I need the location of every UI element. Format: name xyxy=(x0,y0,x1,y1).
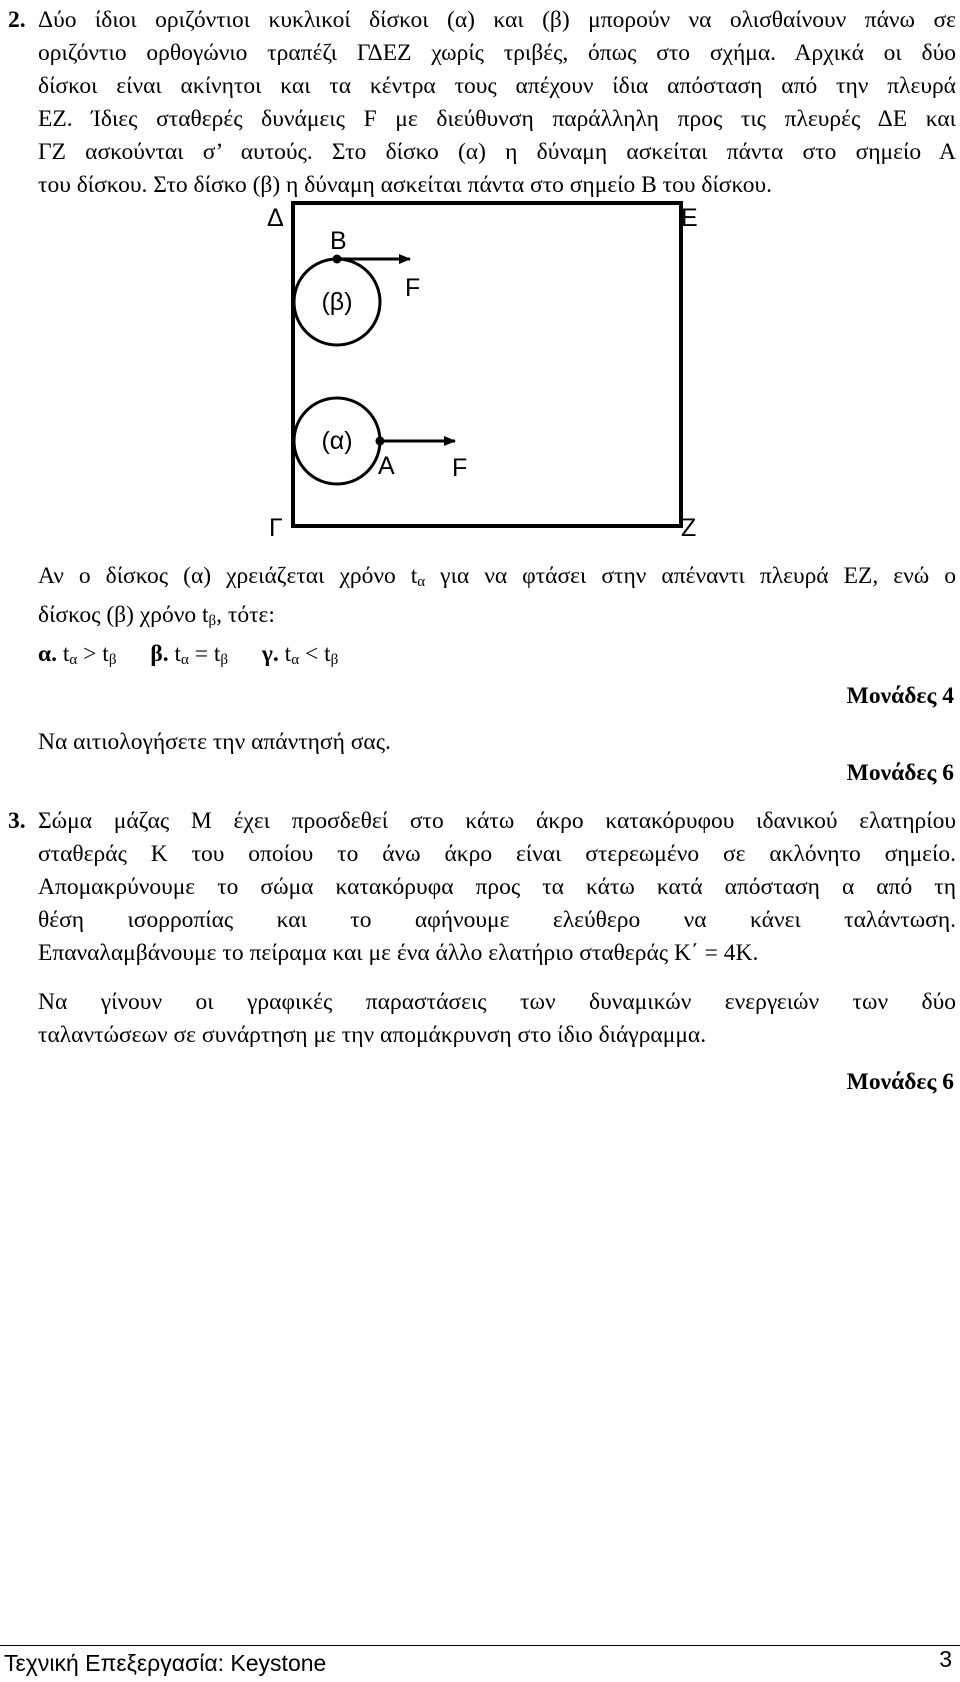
q3-line: Απομακρύνουμε το σώμα κατακόρυφα προς τα κάτω κατά απόσταση α από τη xyxy=(38,874,956,900)
table-disks-diagram xyxy=(260,196,720,546)
question-3-task xyxy=(38,986,956,1052)
point-B-label: Β xyxy=(330,227,347,255)
option-subscript: β xyxy=(330,652,339,668)
question-2-number: 2. xyxy=(8,7,26,33)
option-operator: > xyxy=(77,641,103,667)
q2-prompt-text: , τότε: xyxy=(216,602,275,628)
option-operator: = xyxy=(188,641,214,667)
option-subscript: α xyxy=(69,652,78,668)
subscript-beta: β xyxy=(208,613,217,629)
q2-prompt-text: δίσκος (β) χρόνο t xyxy=(38,602,209,628)
footer-divider xyxy=(0,1645,960,1646)
option-letter: β. xyxy=(150,641,169,667)
subscript-alpha: α xyxy=(417,574,426,590)
option-subscript: β xyxy=(220,652,229,668)
option-letter: α. xyxy=(38,641,57,667)
corner-label-epsilon: Ε xyxy=(681,204,698,232)
option-term: t xyxy=(102,641,109,667)
q2-line: ΓΖ ασκούνται σ’ αυτούς. Στο δίσκο (α) η δύναμη ασκείται πάντα στο σημείο Α xyxy=(38,139,956,165)
question-2-prompt xyxy=(38,560,956,638)
q2-prompt-text: για να φτάσει στην απέναντι πλευρά ΕΖ, ενώ ο xyxy=(425,563,956,589)
force-label-alpha: F xyxy=(452,454,468,482)
q2-line: Δύο ίδιοι οριζόντιοι κυκλικοί δίσκοι (α) και (β) μπορούν να ολισθαίνουν πάνω σε xyxy=(38,7,956,33)
q2-line: οριζόντιο ορθογώνιο τραπέζι ΓΔΕΖ χωρίς τριβές, όπως στο σχήμα. Αρχικά οι δύο xyxy=(38,40,956,66)
q2-prompt-line-2 xyxy=(38,599,956,638)
option-term: t xyxy=(213,641,221,667)
q2-line: του δίσκου. Στο δίσκο (β) η δύναμη ασκείται πάντα στο σημείο Β του δίσκου. xyxy=(38,172,773,198)
q2-line: δίσκοι είναι ακίνητοι και τα κέντρα τους απέχουν ίδια απόσταση από την πλευρά xyxy=(38,73,956,99)
corner-label-delta: Δ xyxy=(267,204,284,232)
option-c xyxy=(262,641,338,667)
q2-line: ΕΖ. Ίδιες σταθερές δυνάμεις F με διεύθυνση παράλληλη προς τις πλευρές ΔΕ και xyxy=(38,106,956,132)
justify-prompt: Να αιτιολογήσετε την απάντησή σας. xyxy=(38,729,391,755)
footer-credit: Τεχνική Επεξεργασία: Keystone xyxy=(4,1650,327,1676)
marks-q3: Μονάδες 6 xyxy=(846,1069,954,1095)
page-number: 3 xyxy=(939,1646,952,1672)
option-term: t xyxy=(284,641,292,667)
corner-label-zeta: Ζ xyxy=(681,514,697,542)
q2-prompt-line-1 xyxy=(38,560,956,599)
q2-prompt-text: Αν ο δίσκος (α) χρειάζεται χρόνο t xyxy=(38,563,418,589)
option-term: t xyxy=(324,641,331,667)
marks-choice: Μονάδες 4 xyxy=(846,683,954,709)
option-subscript: α xyxy=(181,652,189,668)
force-label-beta: F xyxy=(405,274,421,302)
table-rectangle xyxy=(293,203,681,526)
q3-line: σταθεράς Κ του οποίου το άνω άκρο είναι στερεωμένο σε ακλόνητο σημείο. xyxy=(38,841,956,867)
option-a xyxy=(38,641,116,667)
disk-beta-label: (β) xyxy=(321,288,353,316)
corner-label-gamma: Γ xyxy=(269,514,283,542)
q3-task-line: ταλαντώσεων σε συνάρτηση με την απομάκρυνση στο ίδιο διάγραμμα. xyxy=(38,1022,707,1048)
option-subscript: β xyxy=(108,652,117,668)
disk-alpha-label: (α) xyxy=(321,427,353,455)
option-b xyxy=(150,641,228,667)
q3-line: Επαναλαμβάνουμε το πείραμα και με ένα άλλο ελατήριο σταθεράς Κ΄ = 4Κ. xyxy=(38,940,759,966)
option-letter: γ. xyxy=(261,641,279,667)
point-A-label: Α xyxy=(378,452,395,480)
question-3-text xyxy=(38,805,956,970)
q3-line: θέση ισορροπίας και το αφήνουμε ελεύθερο να κάνει ταλάντωση. xyxy=(38,907,956,933)
q3-line: Σώμα μάζας Μ έχει προσδεθεί στο κάτω άκρο κατακόρυφου ιδανικού ελατηρίου xyxy=(38,808,956,834)
option-term: t xyxy=(62,641,70,667)
option-term: t xyxy=(174,641,181,667)
option-operator: < xyxy=(299,641,325,667)
marks-justify: Μονάδες 6 xyxy=(846,760,954,786)
q3-task-line: Να γίνουν οι γραφικές παραστάσεις των δυναμικών ενεργειών των δύο xyxy=(38,989,956,1015)
option-subscript: α xyxy=(291,652,300,668)
question-3-number: 3. xyxy=(8,808,26,834)
question-2-text xyxy=(38,4,956,202)
answer-options xyxy=(38,638,366,677)
